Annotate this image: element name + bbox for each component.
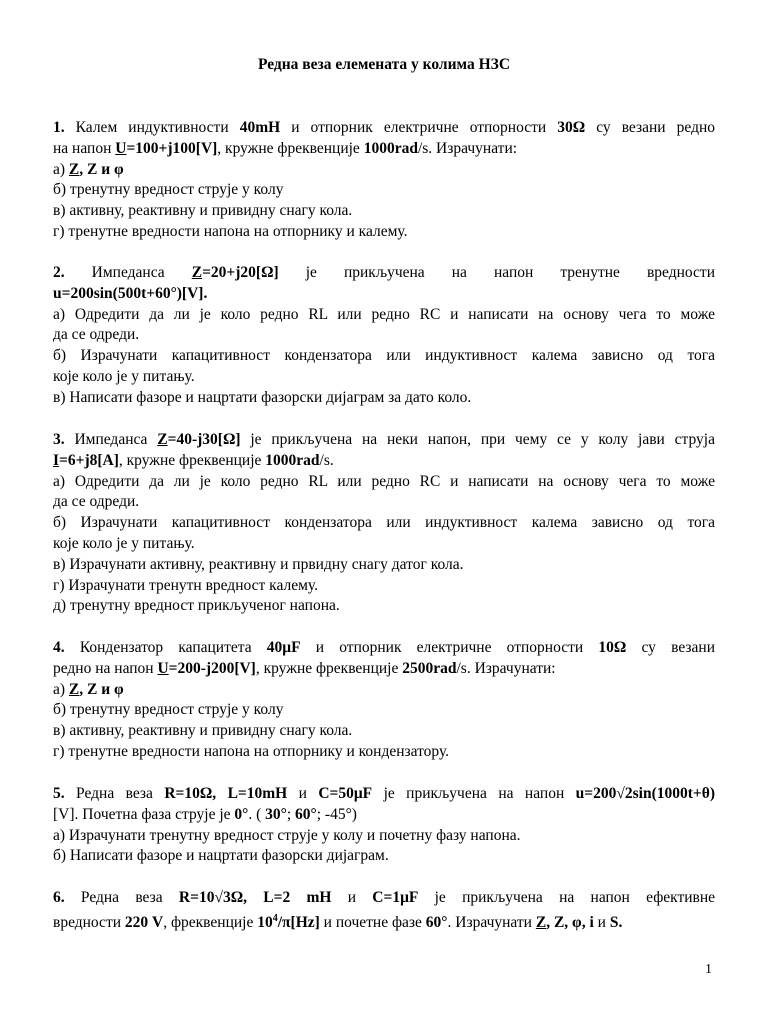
problem-6 <box>53 888 715 934</box>
problem-4-item-g: г) тренутне вредности напона на отпорнику и кондензатору. <box>53 742 450 760</box>
problem-1-item-b: б) тренутну вредност струје у колу <box>53 181 284 199</box>
problem-4-item-a: а) Z, Z и φ <box>53 680 124 698</box>
problem-2-line-2: u=200sin(500t+60°)[V]. <box>53 284 208 302</box>
problem-1-item-g: г) тренутне вредности напона на отпорнику и калему. <box>53 222 408 240</box>
problem-3-line-1: 3. Импеданса Z=40-j30[Ω] је прикључена на неки напон, при чему се у колу јави струја <box>53 431 715 448</box>
problem-6-line-1: 6. Редна веза R=10√3Ω, L=2 mH и C=1μF је прикључена на напон ефективне <box>53 889 716 906</box>
problem-1-item-a: а) Z, Z и φ <box>53 160 124 178</box>
page-title: Редна веза елемената у колима НЗС <box>257 56 511 73</box>
problem-4 <box>53 638 715 763</box>
problem-6-line-2: вредности 220 V, фреквенције $10^4/\pi[Hz]$ и почетне фазе 60°. Израчунати Z, Z, φ, i и S. <box>53 912 623 931</box>
problem-3-line-2: I=6+j8[A], кружне фреквенције 1000rad/s. <box>53 451 334 469</box>
problem-3-item-d: д) тренутну вредност прикљученог напона. <box>53 597 340 615</box>
problem-5-item-b: б) Написати фазоре и нацртати фазорски дијаграм. <box>53 847 389 865</box>
problem-1-item-v: в) активну, реактивну и привидну снагу кола. <box>53 202 353 220</box>
problem-3-item-g: г) Израчунати тренутн вредност калему. <box>53 576 318 594</box>
problem-5-line-2: [V]. Почетна фаза струје је 0°. ( 30°; 60°; -45°) <box>53 805 357 823</box>
problem-4-item-b: б) тренутну вредност струје у колу <box>53 701 284 719</box>
problem-3 <box>53 430 715 617</box>
problem-3-item-a-1: а) Одредити да ли је коло редно RL или редно RC и написати на основу чега то може <box>53 472 715 490</box>
problem-2-line-1: 2. Импеданса Z=20+j20[Ω] је прикључена на напон тренутне вредности <box>53 264 715 281</box>
problem-1-line-1: 1. Калем индуктивности 40mH и отпорник електричне отпорности 30Ω су везани редно <box>53 119 716 136</box>
problem-5 <box>53 784 715 867</box>
problem-3-item-b-2: које коло је у питању. <box>53 534 195 552</box>
problem-4-line-2: редно на напон U=200-j200[V], кружне фреквенције 2500rad/s. Израчунати: <box>53 659 556 677</box>
problem-1 <box>53 118 715 243</box>
page-number: 1 <box>705 962 712 977</box>
problem-5-item-a: а) Израчунати тренутну вредност струје у колу и почетну фазу напона. <box>53 826 521 844</box>
problem-2 <box>53 263 715 409</box>
problem-2-item-b-1: б) Израчунати капацитивност кондензатора или индуктивност калема зависно од тога <box>53 347 715 365</box>
problem-2-item-a-2: да се одреди. <box>53 326 140 344</box>
problem-4-line-1: 4. Кондензатор капацитета 40μF и отпорник електричне отпорности 10Ω су везани <box>53 639 716 656</box>
problem-2-item-v: в) Написати фазоре и нацртати фазорски дијаграм за дато коло. <box>53 388 472 406</box>
problem-5-line-1: 5. Редна веза R=10Ω, L=10mH и C=50μF је прикључена на напон u=200√2sin(1000t+θ) <box>53 785 715 802</box>
problem-3-item-v: в) Израчунати активну, реактивну и првидну снагу датог кола. <box>53 555 464 573</box>
problem-3-item-a-2: да се одреди. <box>53 493 140 511</box>
problem-3-item-b-1: б) Израчунати капацитивност кондензатора или индуктивност калема зависно од тога <box>53 514 715 532</box>
problem-1-line-2: на напон U=100+j100[V], кружне фреквенције 1000rad/s. Израчунати: <box>53 139 518 157</box>
problem-2-item-b-2: које коло је у питању. <box>53 367 195 385</box>
problem-4-item-v: в) активну, реактивну и привидну снагу кола. <box>53 722 353 740</box>
problem-2-item-a-1: а) Одредити да ли је коло редно RL или редно RC и написати на основу чега то може <box>53 305 715 323</box>
